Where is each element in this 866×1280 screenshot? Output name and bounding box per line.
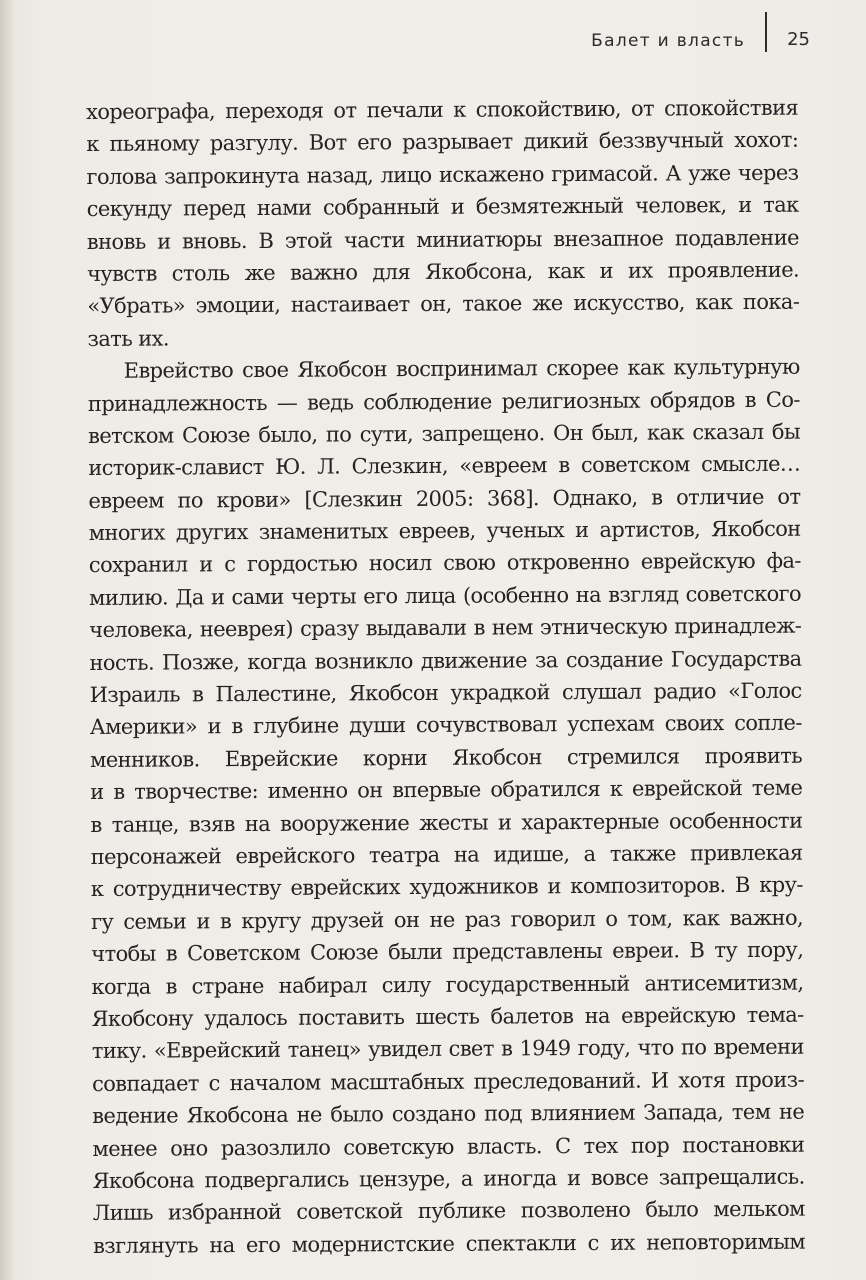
text-line: многих других знаменитых евреев, ученых и артистов, Якобсон: [88, 516, 801, 546]
text-line: зать их.: [87, 326, 169, 351]
header-divider: [765, 12, 767, 52]
text-line: к сотрудничеству еврейских художников и композиторов. В кру-: [90, 873, 803, 902]
text-line: евреем по крови» [Слезкин 2005: 368]. Однако, в отличие от: [88, 484, 801, 513]
text-line: Якобсону удалось поставить шесть балетов на еврейскую тема-: [91, 1002, 804, 1031]
text-line: вновь и вновь. В этой части миниатюры внезапное подавление: [86, 225, 799, 254]
text-line: ведение Якобсона не было создано под влиянием Запада, тем не: [92, 1099, 805, 1129]
text-line: тику. «Еврейский танец» увидел свет в 1949 году, что по времени: [91, 1034, 804, 1064]
text-line: человека, нееврея) сразу выдавали в нем этническую принадлеж-: [89, 613, 802, 643]
running-title: Балет и власть: [591, 31, 746, 51]
text-line: к пьяному разгулу. Вот его разрывает дикий беззвучный хохот:: [86, 128, 799, 157]
text-line: хореографа, переходя от печали к спокойствию, от спокойствия: [86, 95, 799, 124]
text-line: «Убрать» эмоции, настаивает он, такое же искусство, как пока-: [87, 289, 800, 319]
text-line: гу семьи и в кругу друзей он не раз говорил о том, как важно,: [90, 905, 804, 934]
text-line: Израиль в Палестине, Якобсон украдкой слушал радио «Голос: [89, 678, 802, 708]
text-line: взглянуть на его модернистские спектакли с их неповторимым: [92, 1229, 806, 1258]
text-line: когда в стране набирал силу государственный антисемитизм,: [91, 970, 804, 999]
text-line: Лишь избранной советской публике позволено было мельком: [92, 1196, 805, 1226]
text-line: сохранил и с гордостью носил свою откровенно еврейскую фа-: [88, 549, 801, 578]
text-line: персонажей еврейского театра на идише, а также привлекая: [90, 840, 803, 869]
text-line: ность. Позже, когда возникло движение за создание Государства: [89, 646, 802, 675]
text-line: совпадает с началом масштабных преследований. И хотя произ-: [91, 1067, 805, 1096]
text-line: Америки» и в глубине души сочувствовал успехам своих сопле-: [89, 711, 802, 740]
text-line: ветском Союзе было, по сути, запрещено. Он был, как сказал бы: [88, 419, 801, 448]
page-header: [591, 26, 810, 62]
body-text: [86, 92, 805, 1262]
text-line: голова запрокинута назад, лицо искажено гримасой. А уже через: [86, 160, 799, 189]
text-line: менников. Еврейские корни Якобсон стремился проявить: [89, 743, 803, 772]
text-line: секунду перед нами собранный и безмятежный человек, и так: [86, 192, 799, 222]
text-line: менее оно разозлило советскую власть. С тех пор постановки: [92, 1132, 805, 1161]
text-line: чтобы в Советском Союзе были представлены евреи. В ту пору,: [91, 937, 804, 967]
text-line: и в творчестве: именно он впервые обратился к еврейской теме: [90, 775, 803, 805]
text-line: чувств столь же важно для Якобсона, как и их проявление.: [87, 257, 800, 286]
page-number: 25: [787, 29, 810, 50]
text-line: принадлежность — ведь соблюдение религиозных обрядов в Со-: [87, 387, 800, 416]
text-line: историк-славист Ю. Л. Слезкин, «евреем в советском смысле…: [88, 451, 801, 481]
text-line: Якобсона подвергались цензуре, а иногда и вовсе запрещались.: [92, 1164, 805, 1193]
text-line: в танце, взяв на вооружение жесты и характерные особенности: [90, 808, 803, 837]
text-line: Еврейство свое Якобсон воспринимал скорее как культурную: [123, 354, 800, 383]
text-line: милию. Да и сами черты его лица (особенно на взгляд советского: [88, 581, 802, 610]
